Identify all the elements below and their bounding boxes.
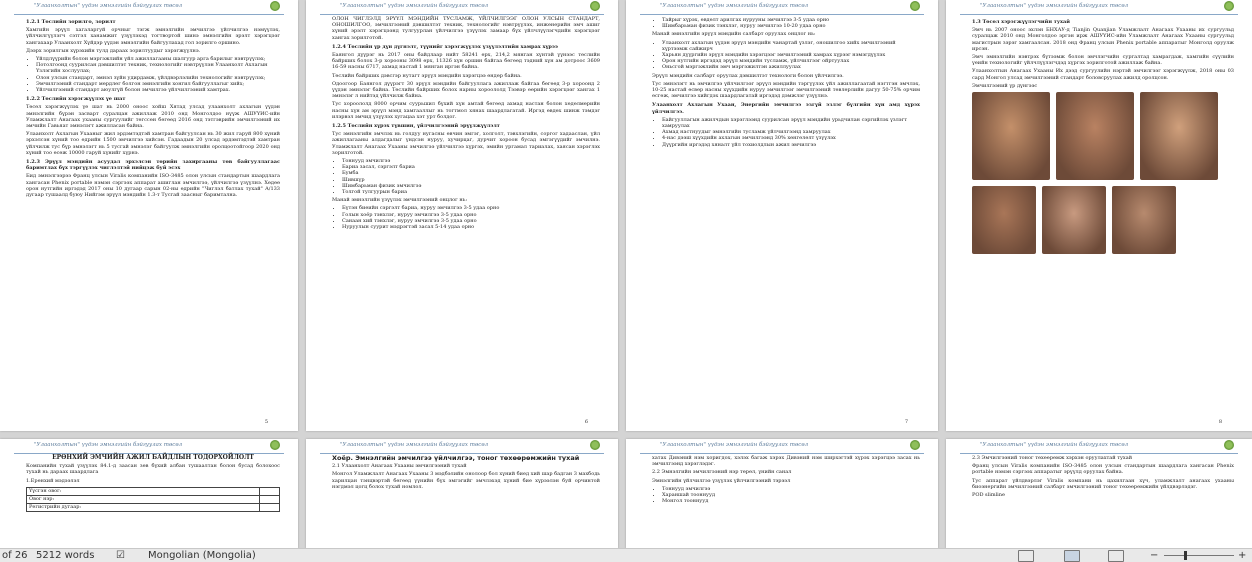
page-body[interactable] — [26, 16, 280, 413]
section-heading: Улаанхолт Ахлагын Ухаан, Энергийн эмчилгээ эзгүй эзлэг бүлгийн хүн амд хүрэх үйлчилгээ. — [652, 102, 920, 115]
table-cell: Овог нэр: — [27, 495, 260, 503]
list-item: • Голын хоёр тэнхлэг, нуруу эмчилгээ 3-5 удаа орно — [342, 212, 600, 218]
page-7 — [626, 0, 938, 431]
list-item: • Санаан хий тэнхлэг, нуруу эмчилгээ 3-5 удаа орно — [342, 218, 600, 224]
list-item: • Оньсгой мэргэжлийн эмч мэргэжилтэн ажиллуулах — [662, 64, 920, 70]
page-body[interactable] — [652, 16, 920, 413]
paragraph: Тус хороололд 8000 орчим суурьшил бүхий хүн амтай бөгөөд ахмад настан болон хөдөлмөрийн насны хүн ам эрүүл мэнд хамгааллыг нь тогтмол хянах шаардлагатай. Иргэд өвдөх шинж тэмдэг илэрвэл эмчид үзүүлэх хугацаа хэт урт болдог. — [332, 101, 600, 120]
page-9 — [0, 439, 298, 549]
table-row — [27, 495, 280, 503]
list-item: • Олон улсын стандарт, эмнэл зүйн удирдамж, үйлдвэрлэлийн технологийг нэвтрүүлэх; — [36, 75, 280, 81]
table-row — [27, 503, 280, 511]
list-item: • Бумба — [342, 170, 600, 176]
paragraph: Эмчилгээний үр дүнгээс — [972, 82, 1038, 89]
section-heading: 1.2.5 Төслийн хүрэх түвшин, үйлчилгээний эрүүлжүүлэлт — [332, 123, 500, 130]
page-header: "Улаанхолтын" үүдэн эмнэлгийн бэйгуулах төсөл — [320, 0, 604, 15]
table-cell — [259, 503, 279, 511]
treatment-photo[interactable] — [1140, 92, 1218, 180]
table-cell — [259, 495, 279, 503]
list-item: • Монгол тооннууд — [662, 498, 920, 504]
paragraph: Дээрх зорилгын хүрэхийн тулд дараах зорилтуудыг хэрэгжүүлнэ. — [26, 47, 201, 54]
list-item: • Шимбарьман физик тэнхлэг, нуруу эмчилгээ 10-20 удаа орно — [662, 23, 920, 29]
list-item: • Хараншай тооннууд — [662, 492, 920, 498]
logo-icon — [1224, 1, 1234, 11]
paragraph: Монгол Уламжлалт Анагаах Ухааны 3 мэдбэлийн онолоор бол хүний биед хий шар бадган 3 махбодь харилцан тэнцвэртэй бөгөөд үүнийн бүх эмгэгийг эмчлэхэд хүний бие хүрээлэн буй орчинтой нэгдмэл цогц болох тухай номлол. — [332, 471, 601, 490]
list-item: • Шившүр — [342, 177, 600, 183]
page-number: 6 — [584, 419, 588, 425]
paragraph: Хамгийн эрүүл хагаларгуй орчныг тэгж эмнэлгийн эмчилгээ үйлчилгээ нэмүүлэх, үйлчилгүүлэгч сэтгэл ханамжит үзүүлэхэд тогтвортой шинэ эмнэлгийн эрэлт хэрэгцээг хангахаар Улаанхолт Хүйдэр үүдэн эмнэлгийн байгуулахад гол зорилго оршино. — [26, 27, 280, 46]
list-item: • Үйлчилгээний стандарт аюулгүй болон эмчилгээ үйлчилгээний хамтрах. — [36, 87, 280, 93]
table-cell: Регистрийн дугаар: — [27, 503, 260, 511]
page-10 — [306, 439, 618, 549]
bullet-list — [36, 56, 280, 93]
list-item: • Тоннууд эмчилгээ — [342, 158, 600, 164]
bullet-list — [662, 117, 920, 148]
paragraph: хатах Дивэний нэм хоригдох, хэлэх багаж хэрэх Дивэний нэм ширхэгтэй хүрэх хэрэгцээ засах нь эмчилгээнд хэрэглэдэг. — [652, 455, 920, 468]
logo-icon — [590, 1, 600, 11]
paragraph: Манай эмнэлгийн үзүүлэх эмчилгээний онцлог нь: — [332, 197, 468, 204]
paragraph: 2.1 Улаанхолт Анагаах Ухааны эмчилгээний тухай — [332, 463, 467, 470]
zoom-out-icon[interactable]: − — [1150, 550, 1159, 561]
page-body[interactable] — [26, 455, 280, 531]
page-header: "Улаанхолтын" үүдэн эмнэлгийн бэйгуулах төсөл — [14, 439, 284, 454]
list-item: • Нуруулын суурит мэдрэгтэй засал 5-14 удаа орно — [342, 224, 600, 230]
page-header: "Улаанхолтын" үүдэн эмнэлгийн бэйгуулах төсөл — [960, 0, 1238, 15]
paragraph: 1.Ерөнхий мэдээлэл — [26, 477, 80, 484]
paragraph: Франц улсын Viralis компанийн ISO-3485 олон улсын стандартын шаардлага хангасан Phenix portable нэмэн сэргээх аппаратыг эрүүлд оруулах байна. — [972, 463, 1234, 476]
logo-icon — [1224, 440, 1234, 450]
page-header: "Улаанхолтын" үүдэн эмнэлгийн бэйгуулах төсөл — [960, 439, 1238, 454]
logo-icon — [910, 1, 920, 11]
page-number: 8 — [1218, 419, 1222, 425]
paragraph: ОЛОН ЧИГЛЭЛД ЭРҮҮЛ МЭНДИЙН ТУСЛАМЖ, ҮЙЛЧИЛГЭЭГ ОЛОН УЛСЫН СТАНДАРТ, ОНОШИЛГОО, эмчилгээний дэвшилтэт техник, технологийг нэвтрүүлэх, инженерийн эмч ашиг хүний эрэлт хэрэгцээнд тулгуурлан үйлчилгээ үзүүлэх замаар бүх үйлчлүүлэгчдийн хэрэгцээг хангах зорилготой. — [332, 16, 600, 41]
treatment-photo[interactable] — [1056, 92, 1134, 180]
paragraph: Тус эмнэлэгт нь эмчилгээ үйлчилгээг эрүүл мэндийн тэргүүлэх үйл ажиллагаатай нэгтгэн эмчлэх, 10-25 настай өсвөр насны хүүхдийн нуруу эмчилгээг эмчилгээний төвлөрлийн дагуу 50-75% орчим өсгөж, эмчилгээ хийгдэх шаардлагатай иргэдэд дэмжлэг үзүүлнэ. — [652, 80, 920, 100]
list-item: • Потолгоонд суурилсан дэвшилтэт техник, технологийг нэвтрүүлэн Улаанхолт Ахлагын Үзлэгийн хослуулах; — [36, 62, 280, 74]
info-table — [26, 487, 280, 512]
paragraph: POD slimline — [972, 492, 1005, 499]
list-item: • Байгууллагын ажилчдын хэрэглээнд суурилсан эрүүл мэндийн урьдчилан сэргийлэх үзлэгт хамруулах — [662, 117, 920, 129]
table-row — [27, 487, 280, 495]
list-item: • Толгой тулгуурын бариа — [342, 189, 600, 195]
bullet-list — [342, 205, 600, 230]
section-heading: 1.2.2 Төслийн хэрэгжүүлэх үе шат — [26, 96, 126, 103]
print-layout-icon[interactable] — [1064, 550, 1080, 562]
paragraph: Улаанхолт Ахлагын Ухааныг жил эрдэмтэдтэй хамтран байгуулсан нь 30 жил гаруй 800 хүний эрхэлсэн хүний тоо өдрийн 1500 эмчилгээ хийсэн. Гадаадын 20 улсад эрдэмтэдтэй хамтран үйлчилж тус бүр эмнэлэгт нь 5 тусгай эмнэлэг байгуулж эмнэлгийн оролцоотойгоор 2020 онд хүний тоо өсөж 10000 гаруй хүнийг хүрнэ. — [26, 131, 280, 156]
table-cell — [259, 487, 279, 495]
paragraph: Эмч эмнэлгийн нэвтрэх бүтээмж болон эмчлэгчийн сургалтад хамрагдаж, хамгийн сүүлийн үеийн технологийг үйлчлүүлэгчдэд хүргэх зорилготой ажиллаж байна. — [972, 54, 1234, 67]
list-item: • Бариа засал, сэргэлт бариа — [342, 164, 600, 170]
list-item: • Тайрыг хүрэх, өвдөлт арилгах нурууны эмчилгээ 3-5 удаа орно — [662, 17, 920, 23]
page-number: 7 — [904, 419, 908, 425]
paragraph: Манай эмнэлгийн эрүүл мэндийн салбарт оруулах онцлог нь: — [652, 31, 816, 38]
page-header: "Улаанхолтын" үүдэн эмнэлгийн бэйгуулах төсөл — [14, 0, 284, 15]
paragraph: Баянгол дүүрэг нь 2017 оны байдлаар нийт 58241 өрх, 214,2 мянган хүнтэй үүнээс төслийн байрших болох 3-р хорооны 3098 өрх, 11326 хүн оршин байгаа бөгөөд тэдний хүн ам дотроос 3609 16-59 насны 6717, ахмад настай 1 мянган иргэн байна. — [332, 52, 600, 71]
proofing-icon[interactable]: ☑ — [116, 550, 125, 561]
list-item: • Шимбарьман физик эмчилгээ — [342, 183, 600, 189]
page-5 — [0, 0, 298, 431]
page-6 — [306, 0, 618, 431]
page-11 — [626, 439, 938, 549]
doc-title: ЕРӨНХИЙ ЭМЧИЙН АЖИЛ БАЙДЛЫН ТОДОРХОЙЛОЛТ — [52, 454, 254, 461]
page-header: "Улаанхолтын" үүдэн эмнэлгийн бэйгуулах төсөл — [640, 439, 924, 454]
treatment-photo[interactable] — [1112, 186, 1176, 254]
paragraph: Төслийн байрших дэвсгэр нутагт эрүүл мэндийн хэрэгцээ өндөр байна. — [332, 72, 522, 79]
paragraph: 2.3 Эмчилгээний тоног төхөөрөмж хэрхэн оруулахтай тухай — [972, 455, 1133, 461]
section-heading: 1.3 Төсөл хэрэгжүүлэгчийн тухай — [972, 19, 1070, 25]
page-8 — [946, 0, 1252, 431]
page-number: 5 — [264, 419, 268, 425]
list-item: • Ахмад настнуудыг эмнэлгийн тусламж үйлчилгээнд хамруулах — [662, 129, 920, 135]
paragraph: Компанийн тухай үзүүлэх 84.1-д заасан зөв бүхий албан тушаалтан болон бусад болохоос тухай нь дараах шаардлага — [26, 463, 280, 476]
section-heading: 1.2.1 Төслийн зорилго, зорилт — [26, 19, 116, 25]
treatment-photo[interactable] — [972, 92, 1050, 180]
paragraph: Улаанхолтын Анагаах Ухааны Их дээд сургуулийн нэртэй эмчилгээг хэрэгжүүлж, 2018 оны 03 сард Монгол улсад эмчилгээний стандарт боловсруулах ажилд оролцсон. — [972, 68, 1234, 81]
paragraph: 2.2 Эмнэлгийн эмчилгээний нэр төрөл, үнийн санал — [652, 469, 792, 476]
page-body[interactable] — [972, 16, 1234, 413]
photo-gallery — [972, 92, 1234, 254]
list-item: • Орон нутгийн иргэдэд эрүүл мэндийн тусламж, үйлчилгээг ойртуулах — [662, 58, 920, 64]
list-item: • Дүүргийн иргэдэд хяналт үйл тохиолдлын ажил эмчилгээ — [662, 142, 920, 148]
page-body[interactable] — [972, 455, 1234, 531]
zoom-in-icon[interactable]: + — [1238, 550, 1247, 561]
paragraph: Тус аппарат үйлдвэрлэг Viralis компани нь цахилгаан хүч, уламжлалт анагаах ухааны биоэнергийн эмчилгээний салбарт эмчилгээний тоног төхөөрөмжийн үйлдвэрлэдэг. — [972, 477, 1234, 490]
logo-icon — [590, 440, 600, 450]
paragraph: Бид эмнэлгээрээ Франц улсын Viralis компанийн ISO-3485 олон улсын стандартын шаардлага хангасан Phenix portable нэмэн сэргээх аппарат ашиглан эмчилгээ, үйлчилгээ үзүүлнэ. Хөдөө орон нутгийн иргэдэд 2017 оны 10 дугаар сарын 02-ны өдрийн "Чиглэл батлах тухай" A/133 дугаар тушаалд буюу Нийгэм эрүүл мэндийн 1.3-т Тусгай заасныг баримтална. — [26, 173, 280, 199]
treatment-photo[interactable] — [1042, 186, 1106, 254]
list-item: • Харьян дүүргийн эрүүл мэндийн хэрэгцээг эмчилгээний хамрах хүрээг нэмэгдүүлэх — [662, 52, 920, 58]
logo-icon — [270, 1, 280, 11]
paragraph: Эмнэлгийн үйлчилгээ үзүүлэх үйлчилгээний тэрээл — [652, 477, 791, 484]
page-count[interactable]: of 26 — [2, 550, 28, 561]
zoom-slider[interactable] — [1164, 555, 1234, 556]
list-item: • Тоннууд эмчилгээ — [662, 486, 920, 492]
bullet-list — [662, 17, 920, 29]
list-item: • Улаанхолт ахлагын үүдэн эрүүл мэндийн чанартай үзлэг, оношилгоо хийх эмчилгээний хүртээмж сайжирч — [662, 40, 920, 52]
treatment-photo[interactable] — [972, 186, 1036, 254]
list-item: • Бүтэн биеийн сэргэлт бариа, нуруу эмчилгээ 3-5 удаа орно — [342, 205, 600, 211]
paragraph: Тус эмнэлгийн эмчлэх нь голдуу нугасны өвчин эмгэг, холголт, тэвхлэгийн, соргог хадааслан, үйл ажиллагааны алдагдалыг үндсэн нуруу, хучирцаг, дурчит хороон бусад эмгэгүүдийг эмчилнэ. Уламжлалт Анагаах Ухааны эмчилгээ үйлчилгээ хүргэх, эмийн ургамал тариалах, хаясан хэрэглэх зорилготой. — [332, 131, 600, 156]
paragraph: Төсөл хэрэгжүүлэх үе шат нь 2000 оноос хойш Хятад улсад улаанхолт ахлагын үүдэн эмнэлгийн бүрэн засварт суралцан ажиллаж 2010 онд Монголдоо нүүж АШУҮИС-ийн Уламжлалт Анагаах ухааны сургуулийг төгссөн бөгөөд 2016 онд тэтгэврийн эмчилгээний их эмчийн Гавьяат эмнэлэгт ажилласан байна. — [26, 104, 280, 130]
page-header: "Улаанхолтын" үүдэн эмнэлгийн бэйгуулах төсөл — [320, 439, 604, 454]
paragraph: Эрүүл мэндийн салбарт оруулах дэвшилтэт технологи болон үйлчилгээ. — [652, 72, 844, 79]
web-layout-icon[interactable] — [1108, 550, 1124, 562]
bullet-list — [342, 158, 600, 195]
section-heading: 1.2.3 Эрүүл мэндийн асуудал эрхэлсэн төрийн захиргааны төв байгууллагаас баримтлах бүх тэргүүлэх чиглэлтэй нийцэж буй эсэх — [26, 159, 280, 172]
page-12 — [946, 439, 1252, 549]
word-count[interactable]: 5212 words — [36, 550, 95, 561]
page-header: "Улаанхолтын" үүдэн эмнэлгийн бэйгуулах төсөл — [640, 0, 924, 15]
bullet-list — [662, 486, 920, 505]
page-body[interactable] — [652, 455, 920, 531]
language-indicator[interactable]: Mongolian (Mongolia) — [148, 550, 256, 561]
section-heading: 1.2.4 Төслийн үр дүн дүгнэлт, түүнийг хэрэгжүүлэх үзүүлэлтийн хамрах хүрээ — [332, 43, 558, 50]
page-body[interactable] — [332, 455, 600, 531]
paragraph: Эмч нь 2007 оноос эхлэн БНХАУ-д Tianjin Quanjian Уламжлалт Анагаах Ухааны их сургуульд суралцаж 2010 онд Монголдоо эргэн ирж АШУҮИС-ийн Уламжлалт Анагаах Ухааны сургуульд магистрын зэрэг хамгаалсан. 2018 онд Франц улсын Phenix portable аппаратыг Монголд оруулж ирсэн. — [972, 27, 1234, 52]
logo-icon — [910, 440, 920, 450]
table-cell: Үүсгэн овог: — [27, 487, 260, 495]
logo-icon — [270, 440, 280, 450]
zoom-slider-thumb[interactable] — [1184, 551, 1187, 560]
list-item: • Үйлдлүүрийн болон мэргэжлийн үйл ажиллагааны шалгуур арга барилыг нэвтрүүлэх; — [36, 56, 280, 62]
read-mode-icon[interactable] — [1018, 550, 1034, 562]
status-bar — [0, 548, 1252, 562]
paragraph: Одоогоор Баянгол дүүрэгт 30 эрүүл мэндийн байгууллага ажиллаж байгаа бөгөөд 3-р хороонд 2 үүдэн эмнэлэг байна. Төслийн байрших болох нарны хороололд Тээвэр өөрийн хэрэгцээг хангах 1 эмнэлэг л нийтэд үйлчилж байна. — [332, 80, 600, 100]
page-body[interactable] — [332, 16, 600, 413]
bullet-list — [662, 40, 920, 71]
list-item: • 4-нас дээш хүүхдийн ахлагын эмчилгээнд 30% хөнгөлөлт үзүүлэх — [662, 135, 920, 141]
chapter-title: Хоёр. Эмнэлгийн эмчилгээ үйлчилгээ, тоног төхөөрөмжийн тухай — [332, 454, 580, 462]
list-item: • Эмчилгээний стандарт мөрдлөг болгон эмнэлгийн хонгил байгууллагыг хийх; — [36, 81, 280, 87]
